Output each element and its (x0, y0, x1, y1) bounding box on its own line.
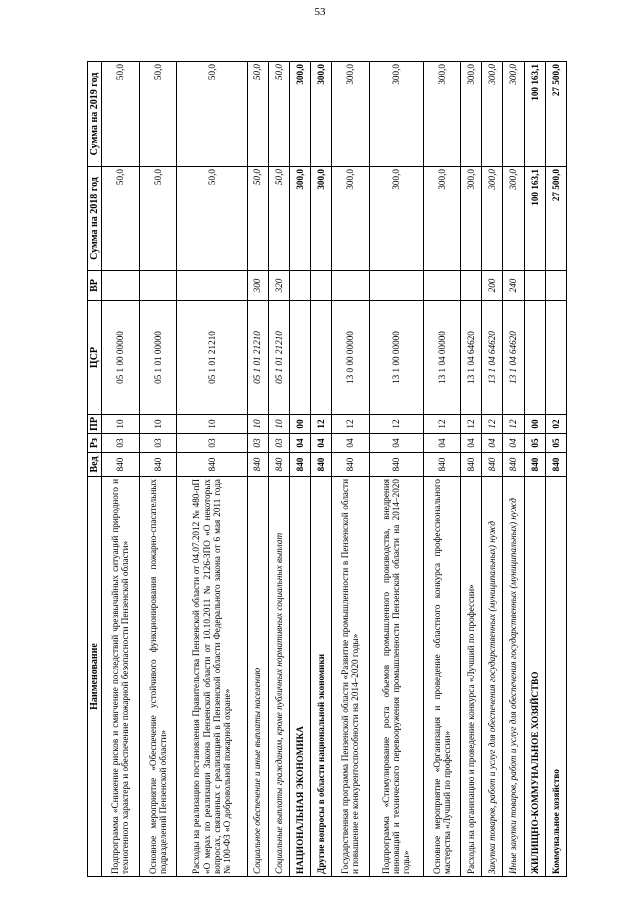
table-row (139, 62, 177, 877)
table-cell-pr: 10 (268, 415, 289, 434)
table-row (461, 62, 482, 877)
table-cell-sum-2019: 50,0 (139, 62, 177, 167)
table-cell-csr (545, 301, 566, 415)
table-cell-sum-2018: 300,0 (311, 167, 332, 271)
table-cell-rz: 03 (247, 434, 268, 453)
table-row (545, 62, 566, 877)
table-cell-csr (524, 301, 545, 415)
table-cell-rz: 04 (423, 434, 461, 453)
table-cell-vr (177, 271, 247, 301)
table-cell-name: Иные закупки товаров, работ и услуг для обеспечения государственных (муниципальных) нужд (503, 477, 524, 877)
table-cell-sum-2019: 300,0 (369, 62, 423, 167)
table-row (311, 62, 332, 877)
table-cell-rz: 04 (311, 434, 332, 453)
table-cell-rz: 04 (482, 434, 503, 453)
table-row (503, 62, 524, 877)
header-rz: Рз (88, 434, 102, 453)
table-cell-csr: 13 1 04 64620 (482, 301, 503, 415)
table-cell-sum-2019: 50,0 (268, 62, 289, 167)
table-row (102, 62, 140, 877)
table-cell-ved: 840 (177, 453, 247, 477)
table-cell-sum-2018: 300,0 (369, 167, 423, 271)
table-cell-pr: 12 (461, 415, 482, 434)
table-cell-sum-2018: 50,0 (102, 167, 140, 271)
table-cell-name: Государственная программа Пензенской области «Развитие промышленности в Пензенской области и повышение ее конкурентоспособности на 2014–2020 годы» (332, 477, 370, 877)
table-cell-csr: 13 1 04 64620 (461, 301, 482, 415)
table-cell-vr (545, 271, 566, 301)
table-cell-csr: 13 0 00 00000 (332, 301, 370, 415)
table-cell-vr (369, 271, 423, 301)
table-cell-rz: 03 (139, 434, 177, 453)
table-cell-ved: 840 (268, 453, 289, 477)
table-cell-sum-2019: 100 163,1 (524, 62, 545, 167)
table-cell-csr: 05 1 01 21210 (247, 301, 268, 415)
table-cell-ved: 840 (545, 453, 566, 477)
table-cell-pr: 12 (423, 415, 461, 434)
table-cell-rz: 05 (545, 434, 566, 453)
table-cell-name: НАЦИОНАЛЬНАЯ ЭКОНОМИКА (289, 477, 310, 877)
table-cell-csr: 05 1 01 00000 (139, 301, 177, 415)
header-csr: ЦСР (88, 301, 102, 415)
header-sum-2019: Сумма на 2019 год (88, 62, 102, 167)
table-cell-name: ЖИЛИЩНО-КОММУНАЛЬНОЕ ХОЗЯЙСТВО (524, 477, 545, 877)
table-cell-sum-2019: 50,0 (177, 62, 247, 167)
table-header-row (88, 62, 102, 877)
table-cell-sum-2018: 27 500,0 (545, 167, 566, 271)
table-cell-csr: 13 1 04 00000 (423, 301, 461, 415)
table-cell-ved: 840 (423, 453, 461, 477)
table-cell-ved: 840 (102, 453, 140, 477)
table-cell-rz: 05 (524, 434, 545, 453)
table-cell-sum-2018: 300,0 (461, 167, 482, 271)
table-cell-csr: 05 1 00 00000 (102, 301, 140, 415)
table-cell-pr: 12 (482, 415, 503, 434)
table-cell-vr: 320 (268, 271, 289, 301)
table-cell-name: Расходы на организацию и проведение конкурса «Лучший по профессии» (461, 477, 482, 877)
table-cell-pr: 12 (311, 415, 332, 434)
table-cell-sum-2019: 300,0 (482, 62, 503, 167)
table-cell-pr: 00 (289, 415, 310, 434)
table-row (369, 62, 423, 877)
table-cell-vr: 300 (247, 271, 268, 301)
table-row (177, 62, 247, 877)
table-cell-name: Коммунальное хозяйство (545, 477, 566, 877)
table-cell-ved: 840 (311, 453, 332, 477)
table-row (247, 62, 268, 877)
table-cell-pr: 10 (102, 415, 140, 434)
table-cell-csr: 13 1 00 00000 (369, 301, 423, 415)
table-row (482, 62, 503, 877)
table-cell-rz: 03 (177, 434, 247, 453)
table-cell-name: Основное мероприятие «Обеспечение устойчивого функционирования пожарно-спасательных подразделений Пензенской области» (139, 477, 177, 877)
table-cell-sum-2018: 300,0 (289, 167, 310, 271)
table-cell-sum-2018: 300,0 (332, 167, 370, 271)
table-cell-sum-2019: 300,0 (332, 62, 370, 167)
table-cell-vr (423, 271, 461, 301)
table-cell-csr (289, 301, 310, 415)
table-cell-sum-2018: 300,0 (503, 167, 524, 271)
table-cell-pr: 10 (177, 415, 247, 434)
table-cell-csr: 13 1 04 64620 (503, 301, 524, 415)
table-row (524, 62, 545, 877)
budget-table-rotated (87, 62, 567, 877)
table-cell-name: Подпрограмма «Снижение рисков и смягчение последствий чрезвычайных ситуаций природного и техногенного характера и обеспечение пожарной безопасности Пензенской области» (102, 477, 140, 877)
table-cell-ved: 840 (139, 453, 177, 477)
table-cell-sum-2019: 300,0 (461, 62, 482, 167)
header-ved: Вед (88, 453, 102, 477)
table-cell-rz: 04 (461, 434, 482, 453)
table-cell-csr (311, 301, 332, 415)
table-cell-sum-2018: 50,0 (268, 167, 289, 271)
table-cell-sum-2019: 300,0 (311, 62, 332, 167)
table-cell-pr: 12 (369, 415, 423, 434)
table-cell-vr (102, 271, 140, 301)
header-name: Наименование (88, 477, 102, 877)
table-cell-vr (139, 271, 177, 301)
header-pr: ПР (88, 415, 102, 434)
table-cell-ved: 840 (461, 453, 482, 477)
table-cell-name: Основное мероприятие «Организация и проведение областного конкурса профессионального мастерства «Лучший по профессии» (423, 477, 461, 877)
table-cell-pr: 10 (139, 415, 177, 434)
table-cell-ved: 840 (369, 453, 423, 477)
table-cell-sum-2018: 300,0 (423, 167, 461, 271)
table-cell-sum-2018: 300,0 (482, 167, 503, 271)
table-cell-vr: 200 (482, 271, 503, 301)
table-cell-rz: 04 (369, 434, 423, 453)
table-cell-rz: 03 (268, 434, 289, 453)
table-cell-sum-2019: 300,0 (423, 62, 461, 167)
table-cell-name: Расходы на реализацию постановления Правительства Пензенской области от 04.07.2012 № 480-пП «О мерах по реализации Закона Пензенской области от 10.10.2011 № 2126-ЗПО «О некоторых вопросах, связанных с реализацией в Пензенской области Федерального закона от 6 мая 2011 года № 100-ФЗ «О добровольной пожарной охране» (177, 477, 247, 877)
table-cell-name: Социальные выплаты гражданам, кроме публичных нормативных социальных выплат (268, 477, 289, 877)
table-cell-csr: 05 1 01 21210 (268, 301, 289, 415)
table-cell-ved: 840 (332, 453, 370, 477)
table-cell-ved: 840 (524, 453, 545, 477)
table-cell-rz: 04 (503, 434, 524, 453)
page-number: 53 (314, 6, 326, 18)
table-cell-vr (332, 271, 370, 301)
table-cell-name: Другие вопросы в области национальной экономики (311, 477, 332, 877)
table-cell-pr: 12 (332, 415, 370, 434)
header-sum-2018: Сумма на 2018 год (88, 167, 102, 271)
header-vr: ВР (88, 271, 102, 301)
table-cell-sum-2019: 300,0 (503, 62, 524, 167)
table-cell-sum-2018: 50,0 (247, 167, 268, 271)
table-cell-ved: 840 (482, 453, 503, 477)
table-cell-sum-2019: 27 500,0 (545, 62, 566, 167)
table-cell-name: Социальное обеспечение и иные выплаты населению (247, 477, 268, 877)
table-cell-pr: 00 (524, 415, 545, 434)
budget-table (87, 61, 567, 877)
table-cell-rz: 04 (289, 434, 310, 453)
table-cell-name: Подпрограмма «Стимулирование роста объемов промышленного производства, внедрения инноваций и технического перевооружения промышленности Пензенской области на 2014–2020 годы» (369, 477, 423, 877)
table-row (423, 62, 461, 877)
table-cell-name: Закупка товаров, работ и услуг для обеспечения государственных (муниципальных) нужд (482, 477, 503, 877)
table-cell-ved: 840 (503, 453, 524, 477)
table-cell-pr: 02 (545, 415, 566, 434)
table-cell-vr (289, 271, 310, 301)
table-cell-vr (461, 271, 482, 301)
table-cell-ved: 840 (247, 453, 268, 477)
table-cell-sum-2018: 50,0 (177, 167, 247, 271)
table-cell-sum-2018: 100 163,1 (524, 167, 545, 271)
table-row (332, 62, 370, 877)
table-row (289, 62, 310, 877)
table-row (268, 62, 289, 877)
table-cell-pr: 10 (247, 415, 268, 434)
table-cell-sum-2019: 50,0 (102, 62, 140, 167)
table-cell-csr: 05 1 01 21210 (177, 301, 247, 415)
table-cell-pr: 12 (503, 415, 524, 434)
table-cell-ved: 840 (289, 453, 310, 477)
table-cell-vr (524, 271, 545, 301)
table-cell-rz: 04 (332, 434, 370, 453)
table-cell-sum-2019: 50,0 (247, 62, 268, 167)
table-cell-vr (311, 271, 332, 301)
table-cell-sum-2018: 50,0 (139, 167, 177, 271)
table-cell-rz: 03 (102, 434, 140, 453)
table-cell-vr: 240 (503, 271, 524, 301)
table-cell-sum-2019: 300,0 (289, 62, 310, 167)
